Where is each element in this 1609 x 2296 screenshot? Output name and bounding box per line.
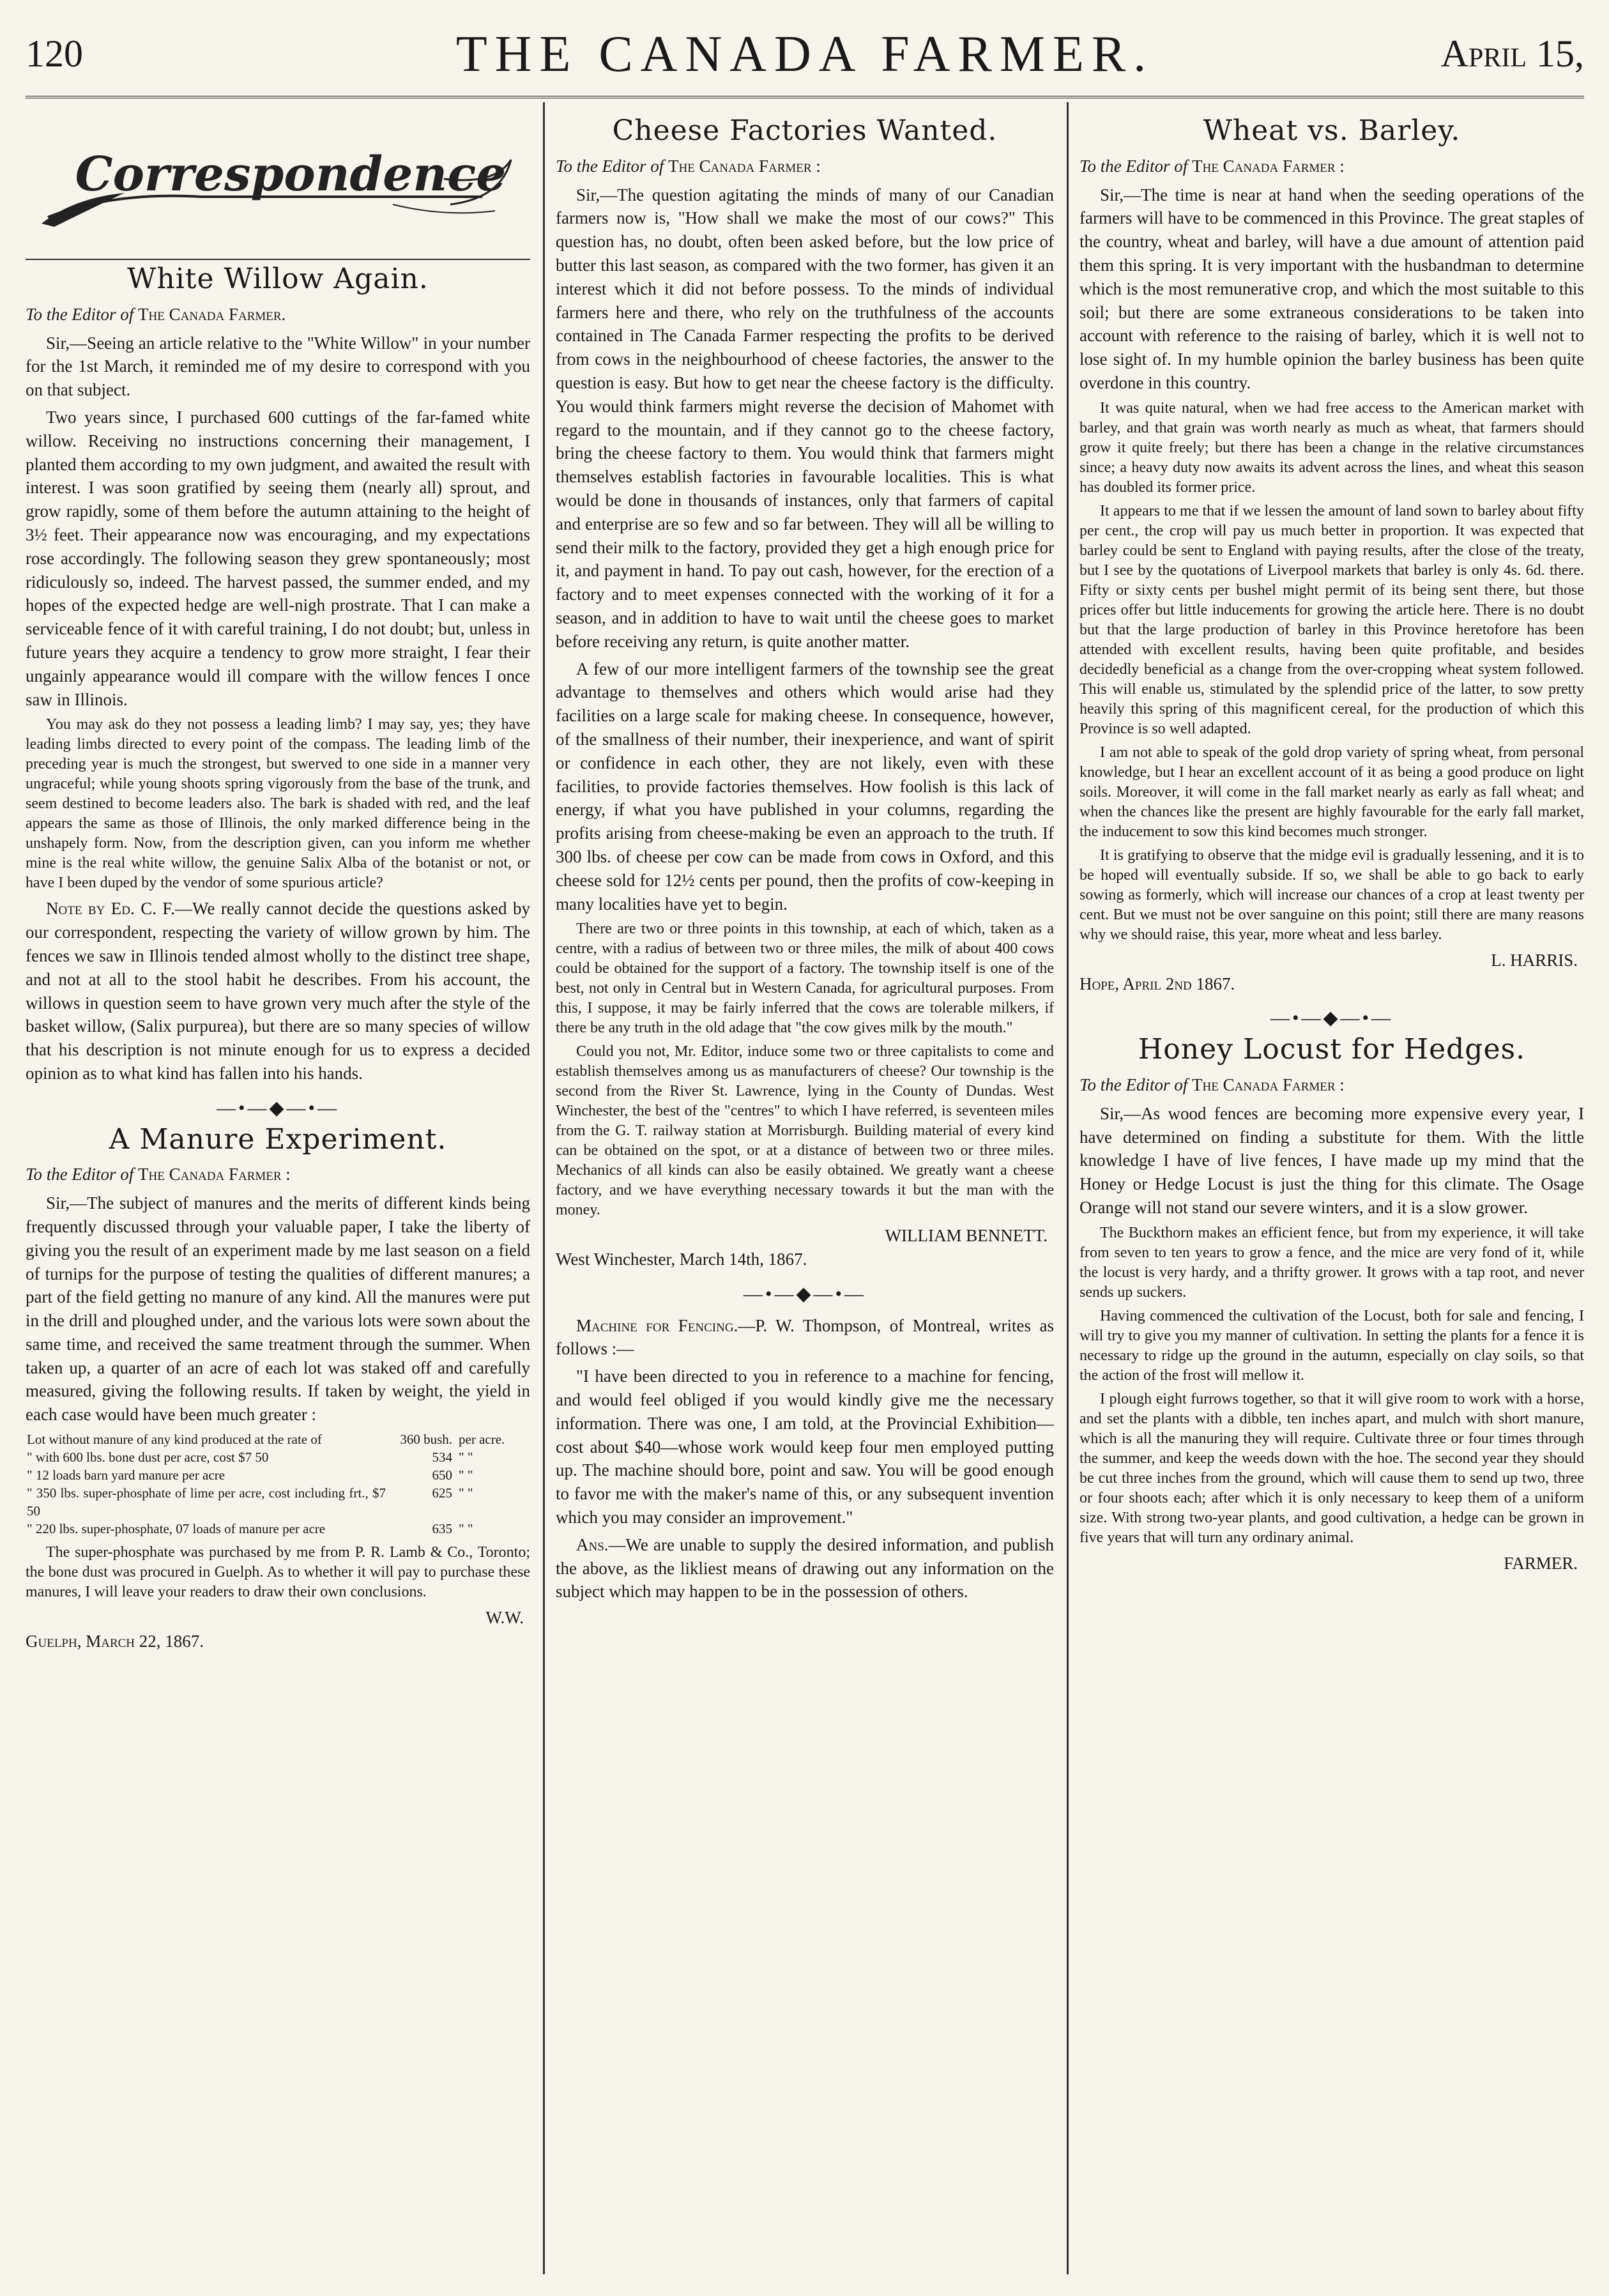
section-divider: —•—◆—•— [216, 1097, 340, 1119]
masthead [26, 26, 1584, 102]
paragraph: You may ask do they not possess a leading limb? I may say, yes; they have leading limbs directed to every point of the compass. The leading limb of the preceding year is much the strongest, but swerved to one side in a manner very ungraceful; while young shoots spring vigorously from the base of the trunk, and seem destined to become leaders also. The bark is shaded with red, and the leaf appears the same as those of Illinois, the only marked difference being in the unshapely form. Now, from the description given, can you inform me whether mine is the real white willow, the genuine Salix Alba of the botanist or not, or have I been duped by the vendor of some spurious article? [26, 716, 530, 892]
section-divider: —•—◆—•— [743, 1283, 867, 1305]
paragraph: Sir,—As wood fences are becoming more expensive every year, I have determined on finding a substitute for them. With the little knowledge I have of live fences, I have made up my mind that the Honey or Hedge Locust is just the thing for this climate. The Osage Orange will not stand our severe winters, and it is a slow grower. [1079, 1103, 1584, 1217]
dateline: Guelph, March 22, 1867. [26, 1631, 204, 1651]
column-divider-1 [543, 102, 545, 2274]
column-left [26, 112, 530, 2277]
table-row: " 220 lbs. super-phosphate, 07 loads of manure per acre 635 " " [27, 1521, 473, 1537]
paragraph: The super-phosphate was purchased by me from P. R. Lamb & Co., Toronto; the bone dust was procured in Guelph. As to whether it will pay to purchase these manures, I will leave your readers to draw their own conclusions. [26, 1544, 530, 1601]
editor-note: Note by Ed. C. F.—We really cannot decide the questions asked by our correspondent, respecting the variety of willow grown by him. The fences we saw in Illinois tended almost wholly to the distinct tree shape, and not at all to the stool habit he describes. From his account, the willows in question seem to have grown very much after the style of the basket willow, (Salix purpurea), but there are so many species of willow that his description is not minute enough for us to express a decided opinion as to what kind has fallen into his hands. [26, 899, 530, 1083]
paragraph: It is gratifying to observe that the midge evil is gradually lessening, and it is to be hoped will eventually subside. If so, we shall be able to go back to early sowing as formerly, which will increase our chances of a crop at least twenty per cent. But we must not be over sanguine on this point; still there are many reasons why we should raise, this year, more wheat and less barley. [1079, 846, 1584, 943]
page-number: 120 [26, 33, 83, 75]
paragraph: "I have been directed to you in reference to a machine for fencing, and would feel obliged if you would kindly give me the necessary information. There was one, I am told, at the Provincial Exhibition—cost about $40—whose work would keep four men employed putting up. The machine should bore, point and saw. You will be good enough to favor me with the maker's name of this, or any subsequent invention which you may consider an improvement." [556, 1366, 1054, 1527]
banner-lettering: Correspondence [75, 147, 507, 202]
paragraph: Sir,—Seeing an article relative to the "White Willow" in your number for the 1st March, it reminded me of my desire to correspond with you on that subject. [26, 333, 530, 400]
signature: L. HARRIS. [1491, 950, 1578, 970]
correspondence-banner [26, 112, 530, 260]
signature: WILLIAM BENNETT. [885, 1226, 1048, 1246]
paragraph: Could you not, Mr. Editor, induce some two or three capitalists to come and establish themselves among us as manufacturers of cheese? Our township is the second from the River St. Lawrence, lying in the County of Dundas. West Winchester, the best of the "centres" to which I have referred, is seventeen miles from the G. T. railway station at Morrisburgh. Building material of every kind can be obtained on the spot, or at a distance of between two or three miles. Mechanics of all kinds can also be easily obtained. We greatly want a cheese factory, and we have everything necessary towards it but the man with the money. [556, 1043, 1054, 1219]
yield-table [26, 1430, 530, 1538]
heading-wheat-barley: Wheat vs. Barley. [1203, 114, 1461, 147]
heading-honey-locust: Honey Locust for Hedges. [1138, 1033, 1526, 1066]
signature: FARMER. [1504, 1553, 1578, 1573]
salutation: To the Editor of The Canada Farmer : [556, 156, 821, 176]
section-divider: —•—◆—•— [1270, 1007, 1394, 1029]
heading-white-willow: White Willow Again. [127, 263, 429, 295]
paragraph: A few of our more intelligent farmers of the township see the great advantage to themselves and others which would arise had they facilities on a large scale for making cheese. In consequence, however, of the smallness of their number, their inexperience, and want of spirit or confidence in each other, they are not likely, even with these facilities, to provide factories themselves. How foolish is this lack of energy, if what you have published in your columns, regarding the profits arising from cheese-making be even an approach to the truth. If 300 lbs. of cheese per cow can be made from cows in Oxford, and this cheese sold for 12½ cents per pound, then the profits of cow-keeping in many localities have yet to begin. [556, 659, 1054, 914]
salutation: To the Editor of The Canada Farmer. [26, 304, 286, 324]
paragraph: I am not able to speak of the gold drop variety of spring wheat, from personal knowledge, but I hear an excellent account of it as being a good produce on light soils. Moreover, it will come in the fall market nearly as early as fall wheat; and when the chances like the present are highly favourable for the early fall market, the inducement to sow this kind becomes much stronger. [1079, 744, 1584, 840]
salutation: To the Editor of The Canada Farmer : [1079, 1075, 1345, 1094]
answer-paragraph: Ans.—We are unable to supply the desired information, and publish the above, as the likliest means of drawing out any information on the subject which may happen to be in the possession of others. [556, 1534, 1054, 1602]
issue-date: April 15, [1440, 33, 1584, 75]
paragraph: Having commenced the cultivation of the Locust, both for sale and fencing, I will try to give you my manner of cultivation. In setting the plants for a fence it is necessary to ridge up the ground in the autumn, especially on clay soils, so that the action of the frost will mellow it. [1079, 1307, 1584, 1384]
paragraph: Two years since, I purchased 600 cuttings of the far-famed white willow. Receiving no instructions concerning their management, I planted them according to my own judgment, and awaited the result with interest. I was soon gratified by seeing them (nearly all) sprout, and grow rapidly, some of them before the autumn attaining to the height of 3½ feet. Their appearance now was encouraging, and my expectations rose accordingly. The following season they grew spontaneously; most ridiculously so, indeed. The harvest passed, the summer ended, and my hopes of the expected hedge are well-nigh prostrate. That I can make a serviceable fence of it with careful training, I do not doubt; but, unless in future years they acquire a tendency to grow more straight, I fear their ungainly appearance would ill compare with the willow fences I once saw in Illinois. [26, 407, 530, 709]
paragraph: I plough eight furrows together, so that it will give room to work with a horse, and set the plants with a dibble, ten inches apart, and mulch with short manure, which is all the manuring they will require. Cultivate three or four times through the summer, and keep the weeds down with the hoe. The second year they should be cut three inches from the ground, which will cause them to send up two, three or four shoots each; after which it is only necessary to keep them of a uniform size. With strong two-year plants, and good cultivation, a hedge can be grown in five years that will turn any ordinary animal. [1079, 1390, 1584, 1546]
salutation: To the Editor of The Canada Farmer : [1079, 156, 1345, 176]
dateline: West Winchester, March 14th, 1867. [556, 1250, 807, 1269]
paragraph: It was quite natural, when we had free access to the American market with barley, and that grain was worth nearly as much as wheat, that farmers should grow it quite freely; but there has been a change in the relative circumstances since; a heavy duty now awaits its advent across the lines, and wheat this season has doubled its former price. [1079, 399, 1584, 496]
table-row: Lot without manure of any kind produced at the rate of 360 bush. per acre. [27, 1432, 505, 1448]
table-row: " 350 lbs. super-phosphate of lime per acre, cost including frt., $7 50 625 " " [27, 1485, 473, 1519]
salutation: To the Editor of The Canada Farmer : [26, 1165, 291, 1184]
machine-paragraph: Machine for Fencing.—P. W. Thompson, of Montreal, writes as follows :— [556, 1315, 1054, 1359]
dateline: Hope, April 2nd 1867. [1079, 974, 1235, 993]
paragraph: It appears to me that if we lessen the amount of land sown to barley about fifty per cent., the crop will pay us much better in proportion. It was expected that barley could be sent to England with paying results, after the close of the treaty, but I see by the quotations of Liverpool markets that barley is only 4s. 6d. there. Fifty or sixty cents per bushel might permit of its being sent there, but those prices offer but little inducements for growing the article here. There is no doubt but that the large production of barley in this Province heretofore has been attended with excellent results, having been quite profitable, and besides decidedly beneficial as a change from the over-cropping wheat system followed. This will enable us, stimulated by the splendid price of the latter, to sow pretty heavily this spring of this magnificent cereal, for the production of which this Province is so well adapted. [1079, 502, 1584, 737]
heading-cheese-factories: Cheese Factories Wanted. [612, 114, 998, 147]
paragraph: Sir,—The time is near at hand when the seeding operations of the farmers will have to be commenced in this Province. The great staples of the country, wheat and barley, will have a due amount of attention paid them this spring. It is very important with the husbandman to determine which is the most remunerative crop, and which the most suitable to this soil; but there are some extraneous considerations to be taken into account with reference to the raising of barley, which it is well not to lose sight of. In my humble opinion the barley business has been quite overdone in this country. [1079, 185, 1584, 392]
signature: W.W. [485, 1608, 524, 1628]
table-row: " with 600 lbs. bone dust per acre, cost $7 50 534 " " [27, 1450, 473, 1466]
column-middle [556, 112, 1054, 2277]
paragraph: Sir,—The question agitating the minds of many of our Canadian farmers now is, "How shall we make the most of our cows?" This question has, no doubt, often been asked before, but the low price of butter this last season, as compared with the two former, has given it an interest which it did not before possess. To the minds of individual farmers here and there, who rely on the truthfulness of the accounts contained in The Canada Farmer respecting the profits to be derived from cows in the neighbourhood of cheese factories, the answer to the question is easy. But how to get near the cheese factory is the difficulty. You would think farmers might reverse the decision of Mahomet with regard to the mountain, and if they cannot go to the cheese factory, bring the cheese factory to them. You would think that farmers might themselves establish factories in favourable localities. This is what would be done in thousands of instances, only that farmers of capital and enterprise are so few and so far between. They will all be willing to send their milk to the factory, provided they get a high enough price for it, and payment in hand. To pay out cash, however, for the erection of a factory and to meet expenses connected with the working of it for a season, and in addition to have to wait until the cheese goes to market before receiving any return, is quite another matter. [556, 185, 1054, 651]
table-row: " 12 loads barn yard manure per acre 650 " " [27, 1467, 473, 1483]
column-right [1079, 112, 1584, 2277]
quill-pen-icon [35, 121, 521, 249]
column-divider-2 [1067, 102, 1069, 2274]
paragraph: There are two or three points in this township, at each of which, taken as a centre, with a radius of between two or three miles, the milk of about 400 cows could be obtained for the support of a factory. The township itself is one of the best, not only in Central but in Western Canada, for agricultural purposes. From this, I suppose, it may be fairly inferred that the cows are tolerable milkers, if there be any truth in the old adage that "the cow gives milk by the mouth." [556, 921, 1054, 1037]
paragraph: The Buckthorn makes an efficient fence, but from my experience, it will take from seven to ten years to grow a fence, and the mice are very fond of it, while the locust is very hardy, and a thrifty grower. It grows with a tap root, and never sends up suckers. [1079, 1224, 1584, 1301]
newspaper-title: THE CANADA FARMER. [455, 26, 1154, 82]
paragraph: Sir,—The subject of manures and the merits of different kinds being frequently discussed through your valuable paper, I take the liberty of giving you the result of an experiment made by me last season on a field of turnips for the purpose of testing the qualities of different manures; a part of the field getting no manure of any kind. All the manures were put in the drill and ploughed under, and the various lots were sown about the same time, and received the same treatment through the summer. When taken up, a quarter of an acre of each lot was staked off and carefully measured, giving the following results. If taken by weight, the yield in each case would have been much greater : [26, 1193, 530, 1425]
heading-manure-experiment: A Manure Experiment. [109, 1122, 447, 1156]
masthead-rule [26, 96, 1584, 98]
